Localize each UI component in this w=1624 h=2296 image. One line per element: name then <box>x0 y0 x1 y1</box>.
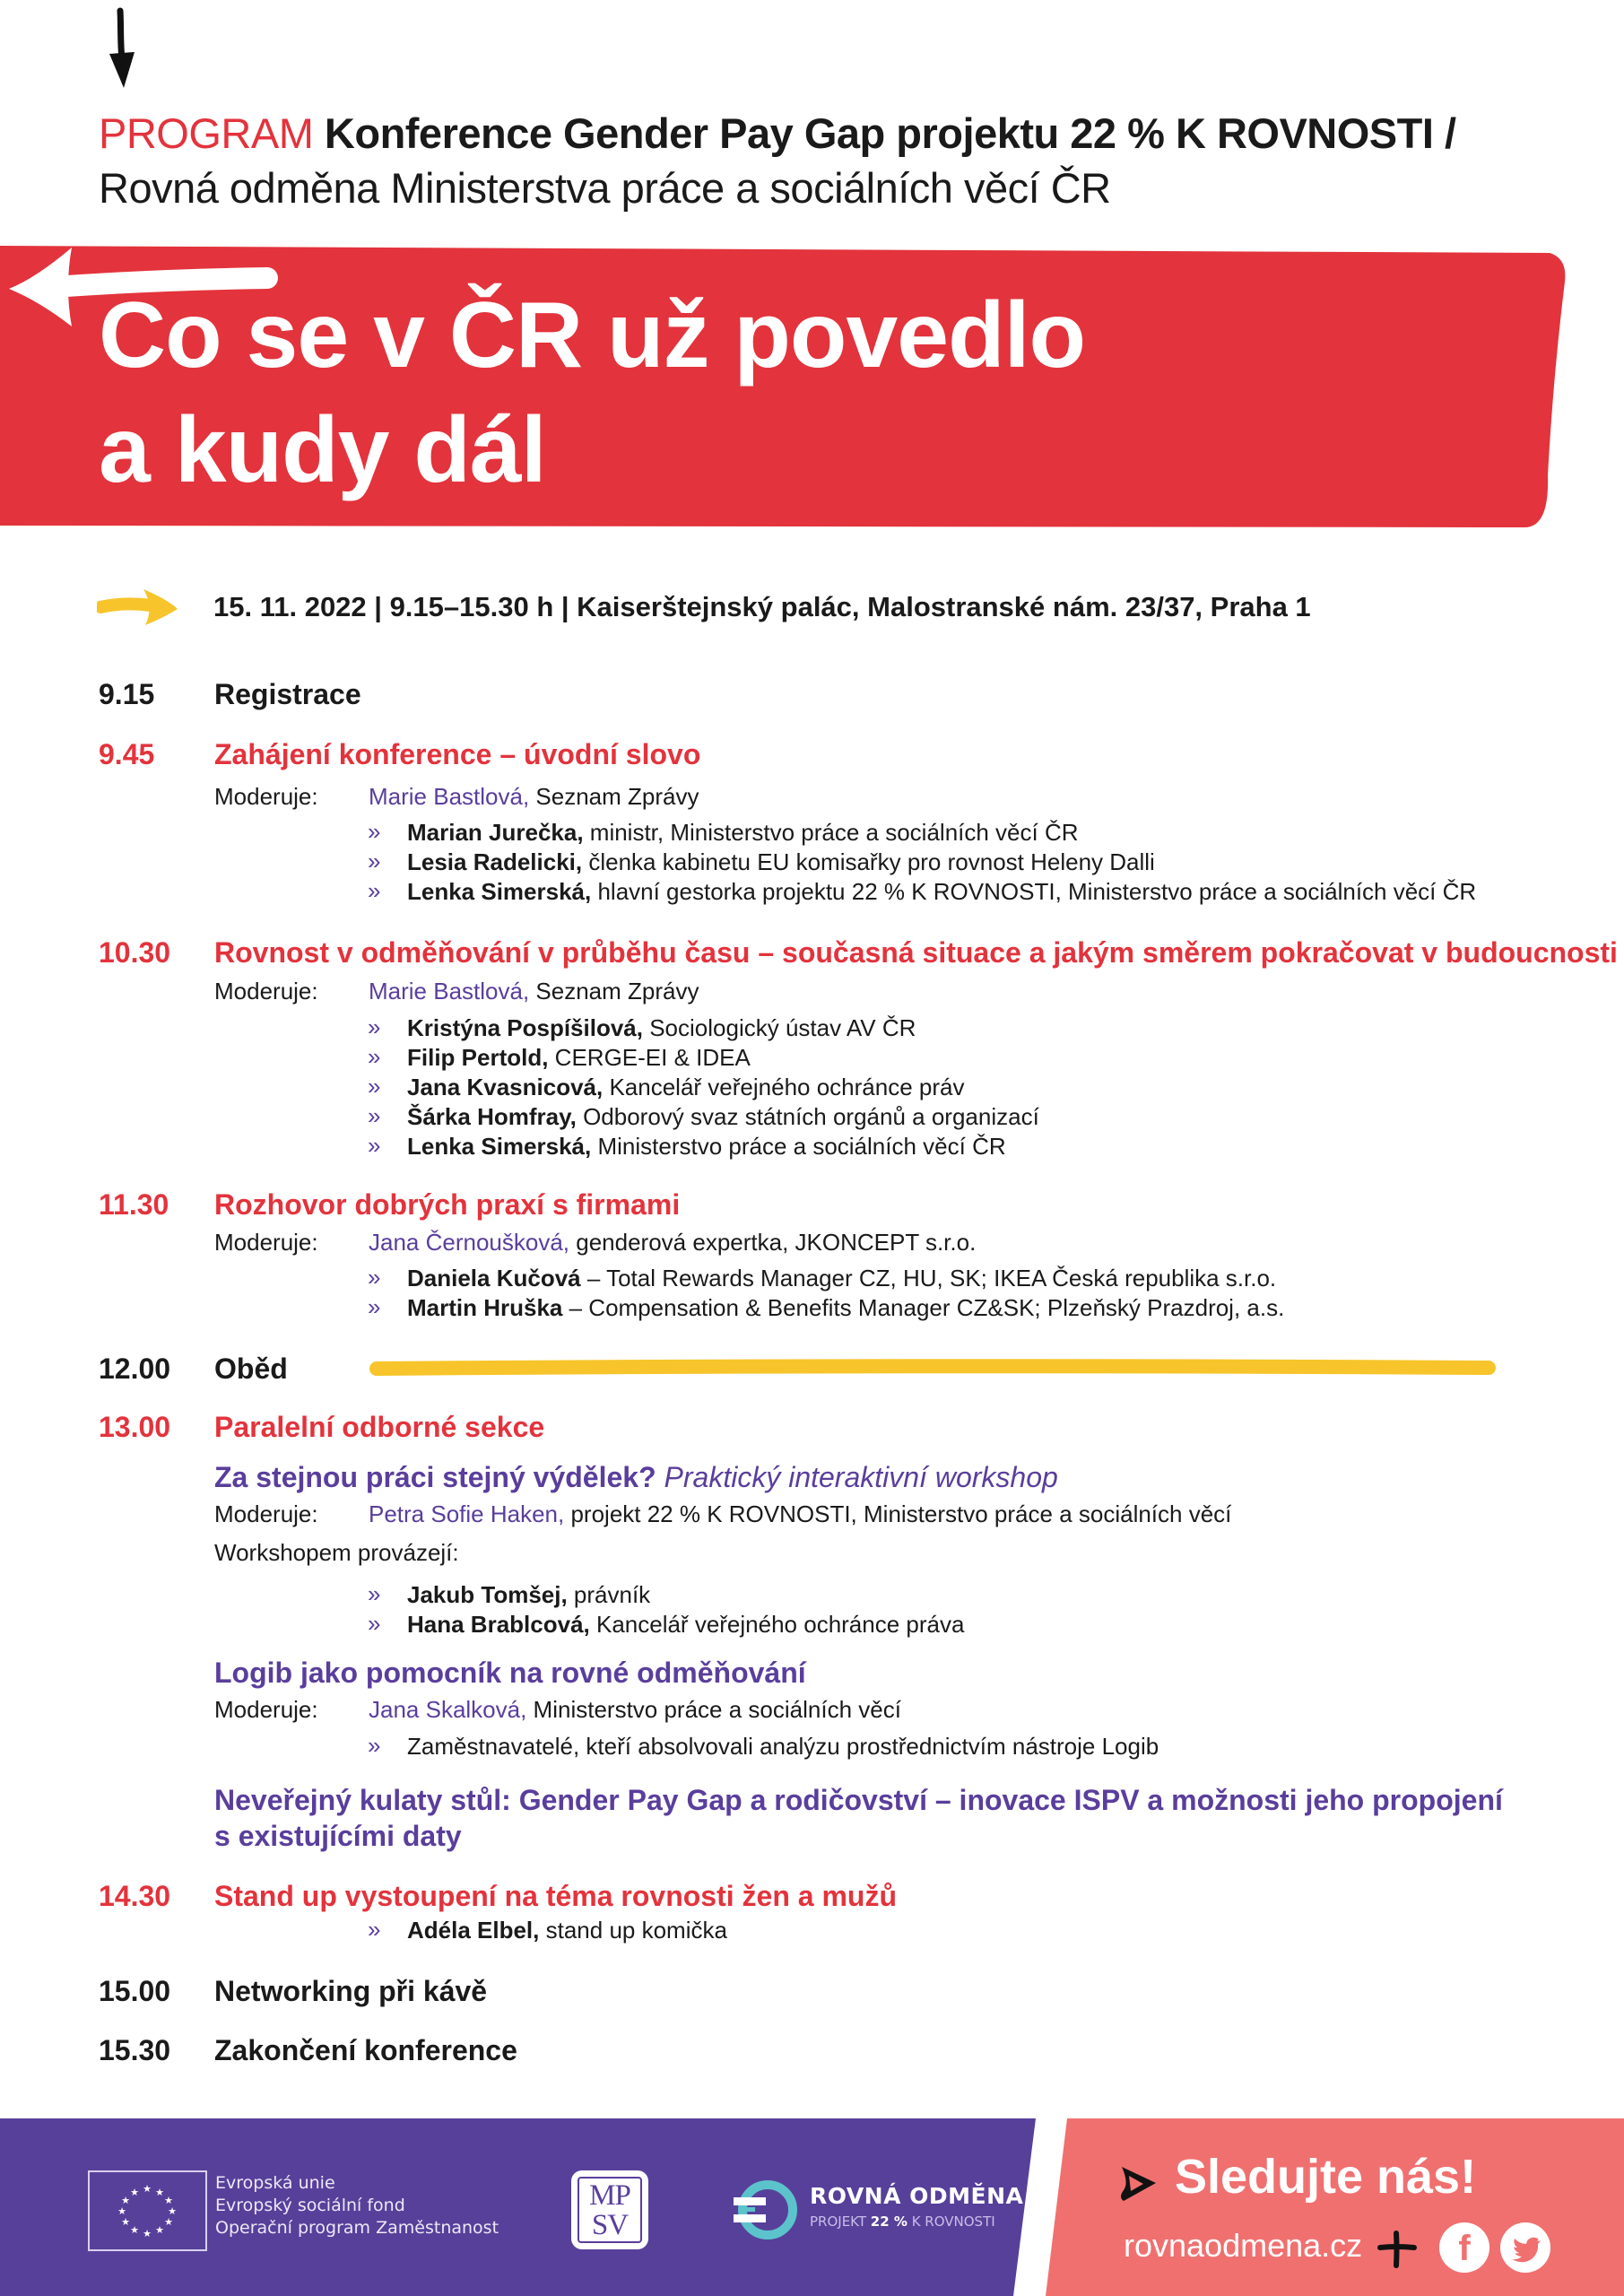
rovna-sub-post: K ROVNOSTI <box>907 2213 995 2230</box>
speaker-name: Lenka Simerská, <box>407 1133 592 1160</box>
speaker-item <box>368 1916 727 1945</box>
svg-text:★: ★ <box>117 2205 126 2217</box>
speaker-name: Martin Hruška <box>407 1294 563 1321</box>
speaker-name: Kristýna Pospíšilová, <box>407 1014 643 1041</box>
eu-flag-logo <box>88 2170 207 2251</box>
bullet-icon: » <box>368 1043 381 1070</box>
svg-text:★: ★ <box>121 2216 130 2228</box>
mpsv-logo-line1: MP <box>589 2179 630 2212</box>
logib-title: Logib jako pomocník na rovné odměňování <box>214 1657 806 1689</box>
bullet-icon: » <box>368 1916 381 1943</box>
svg-text:★: ★ <box>155 2187 164 2198</box>
eu-text <box>215 2172 499 2239</box>
speaker-item <box>368 1293 1284 1323</box>
speaker-item <box>368 1073 1039 1102</box>
twitter-icon[interactable] <box>1500 2222 1550 2273</box>
hero-banner <box>0 242 1569 529</box>
speaker-list <box>368 1264 1284 1323</box>
svg-text:★: ★ <box>130 2187 139 2198</box>
moderator-name: Petra Sofie Haken, <box>369 1500 565 1527</box>
speaker-name: Lesia Radelicki, <box>407 848 583 875</box>
footer <box>0 2118 1624 2296</box>
rovna-odmena-logo-icon <box>734 2178 798 2242</box>
speaker-desc: hlavní gestorka projektu 22 % K ROVNOSTI, Ministerstvo práce a sociálních věcí ČR <box>591 878 1477 905</box>
roundtable-title-line2: s existujícími daty <box>214 1820 462 1852</box>
bullet-icon: » <box>368 1102 381 1129</box>
workshop-guides-label: Workshopem provázejí: <box>214 1539 459 1566</box>
speaker-desc: Odborový svaz státních orgánů a organizací <box>576 1103 1039 1130</box>
follow-us-title: Sledujte nás! <box>1175 2150 1477 2204</box>
moderator-line <box>214 1499 1231 1529</box>
yellow-divider-line <box>368 1359 1498 1378</box>
speaker-item <box>368 1132 1039 1161</box>
speaker-desc: Sociologický ústav AV ČR <box>642 1014 916 1041</box>
agenda-title: Paralelní odborné sekce <box>214 1411 545 1443</box>
roundtable-title-line1: Neveřejný kulaty stůl: Gender Pay Gap a rodičovství – inovace ISPV a možnosti jeho propojení <box>214 1784 1503 1816</box>
moderator-name: Marie Bastlová, <box>369 978 530 1004</box>
speaker-name: Marian Jurečka, <box>407 819 584 846</box>
yellow-arrow-icon <box>97 587 179 627</box>
agenda-time: 14.30 <box>99 1880 171 1912</box>
speaker-desc: stand up komička <box>539 1917 727 1944</box>
agenda-title: Rozhovor dobrých praxí s firmami <box>214 1188 681 1221</box>
svg-text:★: ★ <box>155 2224 164 2236</box>
speaker-desc: Kancelář veřejného ochránce práva <box>589 1611 965 1638</box>
speaker-desc: členka kabinetu EU komisařky pro rovnost Heleny Dalli <box>582 848 1155 875</box>
moderator-name: Marie Bastlová, <box>369 783 530 810</box>
agenda-time: 13.00 <box>99 1411 171 1443</box>
agenda-time: 15.30 <box>99 2034 171 2066</box>
svg-text:★: ★ <box>168 2205 177 2217</box>
agenda-time: 15.00 <box>99 1975 171 2007</box>
bullet-icon: » <box>368 1610 381 1637</box>
agenda-title: Oběd <box>214 1352 288 1385</box>
speaker-desc: CERGE-EI & IDEA <box>548 1044 751 1071</box>
speaker-list <box>368 1013 1039 1161</box>
bullet-icon: » <box>368 1132 381 1159</box>
facebook-icon[interactable]: f <box>1439 2222 1489 2273</box>
moderator-org: Seznam Zprávy <box>529 978 699 1004</box>
logib-bullet-item <box>368 1732 1159 1761</box>
moderator-org: genderová expertka, JKONCEPT s.r.o. <box>569 1229 977 1256</box>
speaker-desc: ministr, Ministerstvo práce a sociálních věcí ČR <box>583 819 1079 846</box>
agenda-time: 9.15 <box>99 678 155 710</box>
speaker-desc: – Compensation & Benefits Manager CZ&SK; Plzeňský Prazdroj, a.s. <box>562 1294 1285 1321</box>
event-date-venue: 15. 11. 2022 | 9.15–15.30 h | Kaiserštejnský palác, Malostranské nám. 23/37, Praha 1 <box>213 591 1311 622</box>
rovna-odmena-subtitle <box>810 2213 995 2231</box>
workshop-title-italic: Praktický interaktivní workshop <box>656 1461 1058 1493</box>
moderator-label: Moderuje: <box>214 783 318 810</box>
bullet-icon: » <box>368 1073 381 1100</box>
bullet-icon: » <box>368 1732 381 1759</box>
moderator-label: Moderuje: <box>214 1500 318 1527</box>
speaker-desc: Kancelář veřejného ochránce práv <box>603 1074 965 1100</box>
speaker-name: Jakub Tomšej, <box>407 1581 568 1608</box>
banner-title-line2: a kudy dál <box>99 398 546 502</box>
svg-text:★: ★ <box>143 2183 152 2195</box>
website-link[interactable]: rovnaodmena.cz <box>1124 2227 1363 2264</box>
speaker-desc: Ministerstvo práce a sociálních věcí ČR <box>591 1133 1006 1160</box>
eu-stars-icon <box>90 2172 205 2249</box>
speaker-item <box>368 1043 1039 1073</box>
agenda-title: Registrace <box>214 678 361 710</box>
eu-line: Operační program Zaměstnanost <box>215 2218 499 2238</box>
moderator-org: Ministerstvo práce a sociálních věcí <box>526 1696 901 1723</box>
speaker-name: Hana Brablcová, <box>407 1611 590 1638</box>
svg-text:★: ★ <box>143 2228 152 2239</box>
eu-line: Evropská unie <box>215 2173 335 2193</box>
program-label: PROGRAM <box>99 109 314 157</box>
document-header <box>99 106 1569 215</box>
agenda-title: Zahájení konference – úvodní slovo <box>214 738 701 770</box>
eu-line: Evropský sociální fond <box>215 2196 405 2215</box>
banner-title-line1: Co se v ČR už povedlo <box>99 283 1086 387</box>
moderator-name: Jana Černoušková, <box>369 1229 570 1256</box>
speaker-item <box>368 1013 1039 1043</box>
agenda-title: Stand up vystoupení na téma rovnosti žen a mužů <box>214 1880 897 1912</box>
svg-text:★: ★ <box>130 2224 139 2236</box>
rovna-sub-bold: 22 % <box>870 2213 908 2230</box>
workshop-title <box>214 1459 1058 1495</box>
speaker-name: Šárka Homfray, <box>407 1103 577 1130</box>
speaker-name: Daniela Kučová <box>407 1265 581 1292</box>
moderator-line <box>214 1227 976 1257</box>
moderator-label: Moderuje: <box>214 978 318 1004</box>
speaker-item <box>368 1580 964 1610</box>
agenda-time: 9.45 <box>99 738 155 770</box>
speaker-item <box>368 1264 1284 1293</box>
bullet-icon: » <box>368 1264 381 1291</box>
svg-text:★: ★ <box>121 2195 130 2206</box>
bullet-icon: » <box>368 1580 381 1607</box>
speaker-list <box>368 818 1476 907</box>
agenda-time: 12.00 <box>99 1352 171 1385</box>
speaker-item <box>368 877 1476 907</box>
event-info <box>97 587 1576 629</box>
agenda-title: Rovnost v odměňování v průběhu času – současná situace a jakým směrem pokračovat v budoucnosti <box>214 936 1618 969</box>
speaker-name: Adéla Elbel, <box>407 1917 540 1944</box>
down-arrow-icon <box>97 7 147 90</box>
logib-bullet-list <box>368 1732 1159 1761</box>
speaker-desc: – Total Rewards Manager CZ, HU, SK; IKEA Česká republika s.r.o. <box>580 1265 1277 1292</box>
speaker-list <box>368 1916 727 1945</box>
bullet-icon: » <box>368 1013 381 1040</box>
speaker-list <box>368 1580 964 1639</box>
conference-title: Konference Gender Pay Gap projektu 22 % K ROVNOSTI / <box>324 109 1456 157</box>
moderator-label: Moderuje: <box>214 1229 318 1256</box>
agenda-time: 10.30 <box>99 936 171 969</box>
moderator-line <box>214 781 699 812</box>
bullet-icon: » <box>368 877 381 904</box>
speaker-item <box>368 848 1476 877</box>
svg-text:★: ★ <box>164 2195 173 2206</box>
speaker-name: Filip Pertold, <box>407 1044 549 1071</box>
bullet-icon: » <box>368 818 381 845</box>
speaker-name: Lenka Simerská, <box>407 878 592 905</box>
bullet-icon: » <box>368 1293 381 1320</box>
svg-text:★: ★ <box>164 2216 173 2228</box>
mpsv-logo-line2: SV <box>591 2209 629 2241</box>
speaker-item <box>368 818 1476 848</box>
speaker-desc: právník <box>567 1581 651 1608</box>
moderator-line <box>214 976 699 1006</box>
rovna-sub-pre: PROJEKT <box>810 2213 871 2230</box>
workshop-title-main: Za stejnou práci stejný výdělek? <box>214 1461 656 1493</box>
agenda-title: Zakončení konference <box>214 2034 517 2066</box>
agenda-title: Networking při kávě <box>214 1975 488 2007</box>
speaker-item <box>368 1102 1039 1132</box>
bullet-icon: » <box>368 848 381 874</box>
twitter-bird-icon <box>1500 2222 1550 2273</box>
left-arrow-icon <box>0 242 287 332</box>
moderator-org: projekt 22 % K ROVNOSTI, Ministerstvo práce a sociálních věcí <box>564 1500 1232 1527</box>
rovna-odmena-title: ROVNÁ ODMĚNA <box>810 2183 1024 2209</box>
header-title-line1 <box>99 106 1569 161</box>
header-title-line2: Rovná odměna Ministerstva práce a sociálních věcí ČR <box>99 164 1111 212</box>
play-arrow-icon <box>1116 2161 1161 2206</box>
speaker-item <box>368 1610 964 1639</box>
moderator-name: Jana Skalková, <box>369 1696 527 1723</box>
logib-bullet-text: Zaměstnavatelé, kteří absolvovali analýzu prostřednictvím nástroje Logib <box>407 1733 1159 1760</box>
moderator-label: Moderuje: <box>214 1696 318 1723</box>
mpsv-logo <box>571 2170 648 2249</box>
mpsv-logo-text <box>578 2177 642 2243</box>
moderator-line <box>214 1694 901 1725</box>
plus-icon <box>1376 2228 1418 2269</box>
moderator-org: Seznam Zprávy <box>529 783 699 810</box>
agenda-time: 11.30 <box>99 1188 169 1221</box>
speaker-name: Jana Kvasnicová, <box>407 1074 604 1100</box>
